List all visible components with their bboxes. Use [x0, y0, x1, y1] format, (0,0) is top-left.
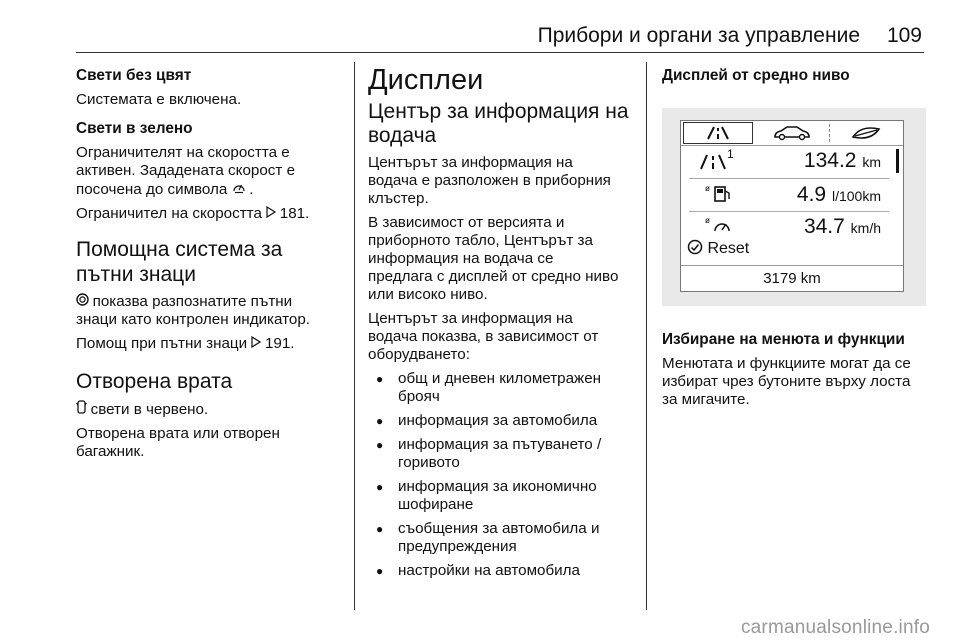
page-number: 109 — [886, 24, 922, 47]
mid-level-display-illustration — [662, 108, 926, 306]
column-divider-2 — [646, 62, 647, 610]
car-icon — [757, 123, 825, 143]
column-3 — [662, 64, 926, 91]
svg-text:ø: ø — [705, 216, 710, 225]
column-1 — [76, 64, 344, 467]
heading-menu-selection: Избиране на менюта и функции — [662, 331, 905, 348]
speed-unit: km/h — [850, 220, 881, 236]
heading-traffic-sign-assistant: Помощна система за пътни знаци — [76, 238, 283, 286]
list-item: ● настройки на автомобила — [376, 562, 580, 579]
paragraph-door: Отворена врата или отворен багажник. — [76, 425, 280, 460]
trip-odometer-icon — [687, 147, 747, 173]
paragraph-traffic-sign: показва разпознатите пътни знаци като контролен индикатор. — [76, 293, 311, 328]
heading-displays: Дисплеи — [368, 64, 484, 96]
odometer: 3179 km — [681, 265, 903, 292]
paragraph-dic-versions: В зависимост от версията и приборното табло, Центърът за информация на водача се предлага с дисплей от средно ниво или високо ниво. — [368, 214, 619, 303]
list-item: ● съобщения за автомобила и предупреждения — [376, 520, 600, 555]
paragraph-dic-shows: Центърът за информация на водача показва, в зависимост от оборудването: — [368, 310, 599, 363]
tab-vehicle — [757, 123, 825, 143]
tab-trip — [683, 122, 753, 144]
display-screen — [680, 120, 904, 292]
average-speed-icon — [705, 213, 745, 239]
speed-value: 34.7 — [803, 215, 845, 238]
header-rule — [76, 52, 924, 53]
paragraph-limiter-active: Ограничителят на скоростта е активен. Зададената скорост е посочена до символа . — [76, 144, 296, 198]
speed-limiter-icon — [232, 182, 250, 197]
list-item: ● информация за пътуването / горивото — [376, 436, 602, 471]
svg-text:ø: ø — [705, 184, 710, 193]
paragraph-dic-location: Центърът за информация на водача е разположен в приборния клъстер. — [368, 154, 611, 207]
heading-driver-info-center: Център за информация на водача — [368, 100, 629, 147]
column-3-lower — [662, 326, 926, 415]
list-item: ● общ и дневен километражен брояч — [376, 370, 602, 405]
paragraph-menu-selection: Менютата и функциите могат да се избират чрез бутоните върху лоста за мигачите. — [662, 355, 911, 408]
fuel-pump-icon — [705, 181, 745, 207]
trip-index: 1 — [727, 147, 734, 161]
reset-label: Reset — [687, 239, 749, 258]
heading-mid-level-display: Дисплей от средно ниво — [662, 67, 850, 84]
bullet-list — [368, 370, 634, 580]
list-item: ● информация за икономично шофиране — [376, 478, 597, 513]
traffic-sign-indicator-icon — [76, 294, 93, 309]
reference-traffic-sign[interactable]: Помощ при пътни знаци 191. — [76, 335, 295, 352]
trip-row — [681, 147, 903, 177]
trip-unit: km — [862, 154, 881, 170]
tab-eco — [833, 123, 899, 143]
heading-door-open: Отворена врата — [76, 370, 233, 393]
door-open-icon — [76, 402, 91, 417]
list-item: ● информация за автомобила — [376, 412, 598, 429]
fuel-row — [681, 181, 903, 211]
page-reference-icon — [251, 336, 265, 351]
fuel-value: 4.9 — [796, 183, 827, 206]
watermark: carmanualsonline.info — [740, 617, 930, 638]
tab-divider — [829, 124, 830, 142]
column-divider-1 — [354, 62, 355, 610]
text-door-red: свети в червено. — [76, 400, 344, 419]
page-reference-icon — [266, 206, 280, 221]
heading-green: Свети в зелено — [76, 120, 193, 137]
eco-leaf-icon — [833, 123, 899, 143]
road-trip-icon — [684, 123, 752, 143]
scroll-indicator — [896, 149, 899, 173]
column-2 — [368, 64, 634, 586]
reference-limiter[interactable]: Ограничител на скоростта 181. — [76, 205, 310, 222]
checkmark-circle-icon — [687, 239, 703, 255]
heading-no-color: Свети без цвят — [76, 67, 192, 84]
page-header-title: Прибори и органи за управление — [537, 24, 860, 47]
trip-value: 134.2 — [803, 149, 857, 172]
fuel-unit: l/100km — [831, 188, 881, 204]
text-system-on: Системата е включена. — [76, 91, 242, 108]
display-tabs — [681, 121, 903, 146]
